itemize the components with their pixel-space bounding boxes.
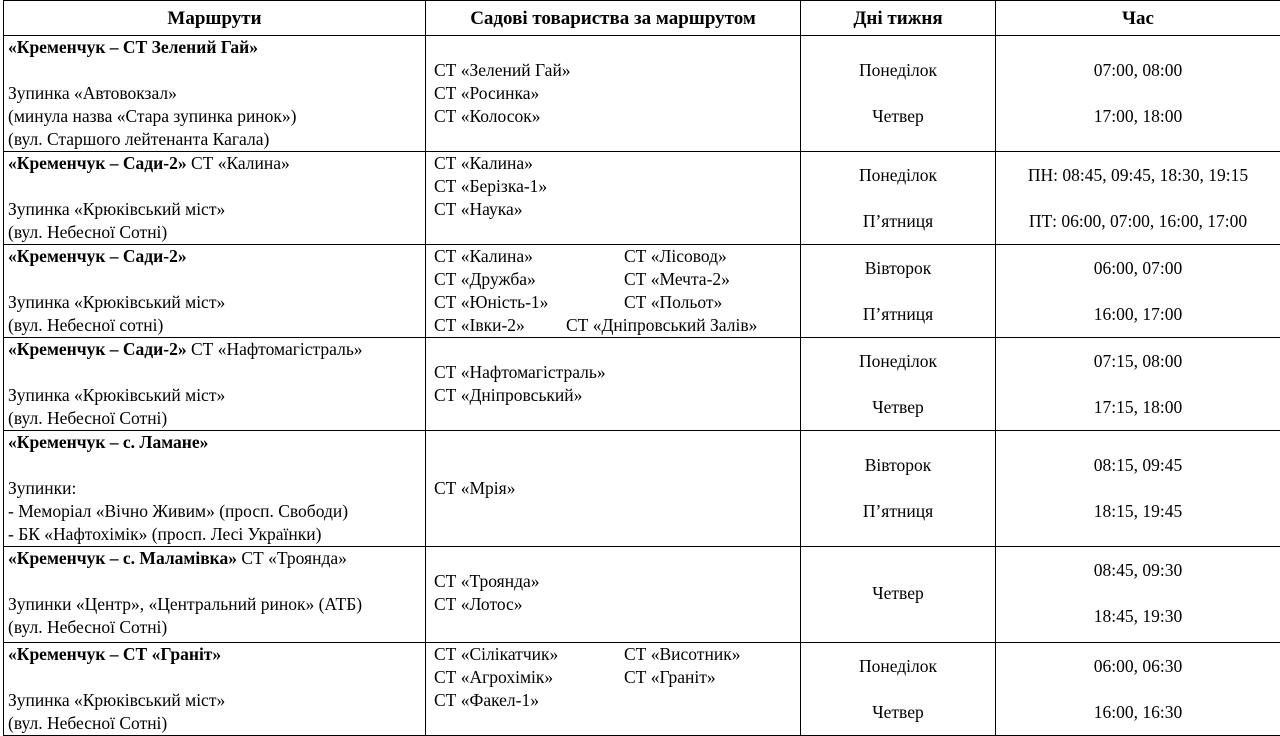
departure-times: 08:15, 09:45	[996, 454, 1280, 477]
times-cell	[996, 643, 1280, 736]
departure-times: 16:00, 16:30	[996, 701, 1280, 724]
route-schedule-table	[3, 0, 1280, 736]
header-days: Дні тижня	[801, 1, 996, 36]
stop-line: Зупинка «Крюківський міст»	[8, 291, 421, 314]
header-time: Час	[996, 1, 1280, 36]
weekday: Понеділок	[801, 164, 995, 187]
times-cell	[996, 547, 1280, 643]
society-pair	[434, 314, 796, 337]
weekday: Четвер	[801, 701, 995, 724]
society-pair	[434, 689, 796, 712]
society-pair	[434, 268, 796, 291]
route-title	[8, 338, 421, 361]
route-title-bold: «Кременчук – с. Ламане»	[8, 432, 208, 452]
society-item: СТ «Агрохімік»	[434, 666, 624, 689]
weekday: Четвер	[801, 105, 995, 128]
table-row	[4, 152, 1280, 245]
society-item: СТ «Польот»	[624, 291, 722, 314]
stop-line: (минула назва «Стара зупинка ринок»)	[8, 105, 421, 128]
days-cell	[801, 152, 996, 245]
route-cell	[4, 152, 426, 245]
society-pair	[434, 291, 796, 314]
route-cell	[4, 431, 426, 547]
societies-cell	[426, 36, 801, 152]
society-item: СТ «Факел-1»	[434, 689, 624, 712]
route-title	[8, 547, 421, 570]
departure-times: 18:15, 19:45	[996, 500, 1280, 523]
table-row	[4, 245, 1280, 338]
stop-line: - Меморіал «Вічно Живим» (просп. Свободи)	[8, 500, 421, 523]
societies-cell	[426, 245, 801, 338]
times-cell	[996, 36, 1280, 152]
weekday: Вівторок	[801, 257, 995, 280]
society-item: СТ «Калина»	[434, 245, 624, 268]
weekday: Понеділок	[801, 59, 995, 82]
societies-cell	[426, 643, 801, 736]
society-item: СТ «Висотник»	[624, 643, 740, 666]
table-row	[4, 643, 1280, 736]
stop-line: Зупинки «Центр», «Центральний ринок» (АТБ)	[8, 593, 421, 616]
departure-times: 06:00, 06:30	[996, 655, 1280, 678]
times-cell	[996, 152, 1280, 245]
route-title	[8, 152, 421, 175]
societies-cell	[426, 431, 801, 547]
days-cell	[801, 36, 996, 152]
header-routes: Маршрути	[4, 1, 426, 36]
departure-times: ПТ: 06:00, 07:00, 16:00, 17:00	[996, 210, 1280, 233]
route-cell	[4, 547, 426, 643]
table-row	[4, 431, 1280, 547]
stop-line: (вул. Небесної Сотні)	[8, 712, 421, 735]
society-item: СТ «Дружба»	[434, 268, 624, 291]
route-title-society: СТ «Троянда»	[237, 548, 347, 568]
society-item: СТ «Мрія»	[434, 477, 796, 500]
table-row	[4, 36, 1280, 152]
societies-cell	[426, 338, 801, 431]
route-title	[8, 431, 421, 454]
weekday: Четвер	[801, 396, 995, 419]
weekday: Понеділок	[801, 350, 995, 373]
society-item: СТ «Лотос»	[434, 593, 796, 616]
society-item: СТ «Мечта-2»	[624, 268, 730, 291]
society-item: СТ «Юність-1»	[434, 291, 624, 314]
stop-line: - БК «Нафтохімік» (просп. Лесі Українки)	[8, 523, 421, 546]
society-item: СТ «Нафтомагістраль»	[434, 361, 796, 384]
departure-times: ПН: 08:45, 09:45, 18:30, 19:15	[996, 164, 1280, 187]
weekday: П’ятниця	[801, 210, 995, 233]
route-title	[8, 643, 421, 666]
society-item: СТ «Зелений Гай»	[434, 59, 796, 82]
departure-times: 08:45, 09:30	[996, 559, 1280, 582]
times-cell	[996, 338, 1280, 431]
weekday: Четвер	[801, 582, 995, 605]
days-cell	[801, 338, 996, 431]
society-item: СТ «Лісовод»	[624, 245, 727, 268]
stop-line: Зупинки:	[8, 477, 421, 500]
days-cell	[801, 547, 996, 643]
departure-times: 07:00, 08:00	[996, 59, 1280, 82]
route-title-society: СТ «Калина»	[187, 153, 290, 173]
route-title	[8, 36, 421, 59]
society-item: СТ «Росинка»	[434, 82, 796, 105]
society-item: СТ «Граніт»	[624, 666, 716, 689]
route-title-bold: «Кременчук – СТ Зелений Гай»	[8, 37, 258, 57]
weekday: П’ятниця	[801, 303, 995, 326]
stop-line: Зупинка «Крюківський міст»	[8, 198, 421, 221]
route-title-bold: «Кременчук – с. Маламівка»	[8, 548, 237, 568]
society-item: СТ «Троянда»	[434, 570, 796, 593]
route-cell	[4, 36, 426, 152]
header-societies: Садові товариства за маршрутом	[426, 1, 801, 36]
times-cell	[996, 431, 1280, 547]
days-cell	[801, 643, 996, 736]
stop-line: (вул. Небесної Сотні)	[8, 221, 421, 244]
society-item: СТ «Сілікатчик»	[434, 643, 624, 666]
departure-times: 17:15, 18:00	[996, 396, 1280, 419]
society-item: СТ «Колосок»	[434, 105, 796, 128]
table-row	[4, 338, 1280, 431]
stop-line: (вул. Старшого лейтенанта Кагала)	[8, 128, 421, 151]
society-pair	[434, 643, 796, 666]
route-title-bold: «Кременчук – СТ «Граніт»	[8, 644, 221, 664]
society-item: СТ «Наука»	[434, 198, 796, 221]
departure-times: 07:15, 08:00	[996, 350, 1280, 373]
society-item: СТ «Берізка-1»	[434, 175, 796, 198]
society-pair	[434, 245, 796, 268]
society-item: СТ «Дніпровський»	[434, 384, 796, 407]
stop-line: (вул. Небесної сотні)	[8, 314, 421, 337]
times-cell	[996, 245, 1280, 338]
society-item: СТ «Дніпровський Залів»	[566, 314, 757, 337]
route-title-bold: «Кременчук – Сади-2»	[8, 153, 187, 173]
weekday: Вівторок	[801, 454, 995, 477]
departure-times: 06:00, 07:00	[996, 257, 1280, 280]
departure-times: 16:00, 17:00	[996, 303, 1280, 326]
stop-line: (вул. Небесної Сотні)	[8, 616, 421, 639]
route-title-bold: «Кременчук – Сади-2»	[8, 246, 187, 266]
departure-times: 17:00, 18:00	[996, 105, 1280, 128]
header-row	[4, 1, 1280, 36]
societies-cell	[426, 547, 801, 643]
stop-line: (вул. Небесної Сотні)	[8, 407, 421, 430]
weekday: Понеділок	[801, 655, 995, 678]
weekday: П’ятниця	[801, 500, 995, 523]
route-cell	[4, 338, 426, 431]
societies-cell	[426, 152, 801, 245]
route-title-society: СТ «Нафтомагістраль»	[187, 339, 363, 359]
departure-times: 18:45, 19:30	[996, 605, 1280, 628]
days-cell	[801, 245, 996, 338]
route-title-bold: «Кременчук – Сади-2»	[8, 339, 187, 359]
days-cell	[801, 431, 996, 547]
route-title	[8, 245, 421, 268]
route-cell	[4, 643, 426, 736]
route-cell	[4, 245, 426, 338]
society-item: СТ «Івки-2»	[434, 314, 566, 337]
table-row	[4, 547, 1280, 643]
society-pair	[434, 666, 796, 689]
society-item: СТ «Калина»	[434, 152, 796, 175]
stop-line: Зупинка «Крюківський міст»	[8, 689, 421, 712]
stop-line: Зупинка «Автовокзал»	[8, 82, 421, 105]
stop-line: Зупинка «Крюківський міст»	[8, 384, 421, 407]
